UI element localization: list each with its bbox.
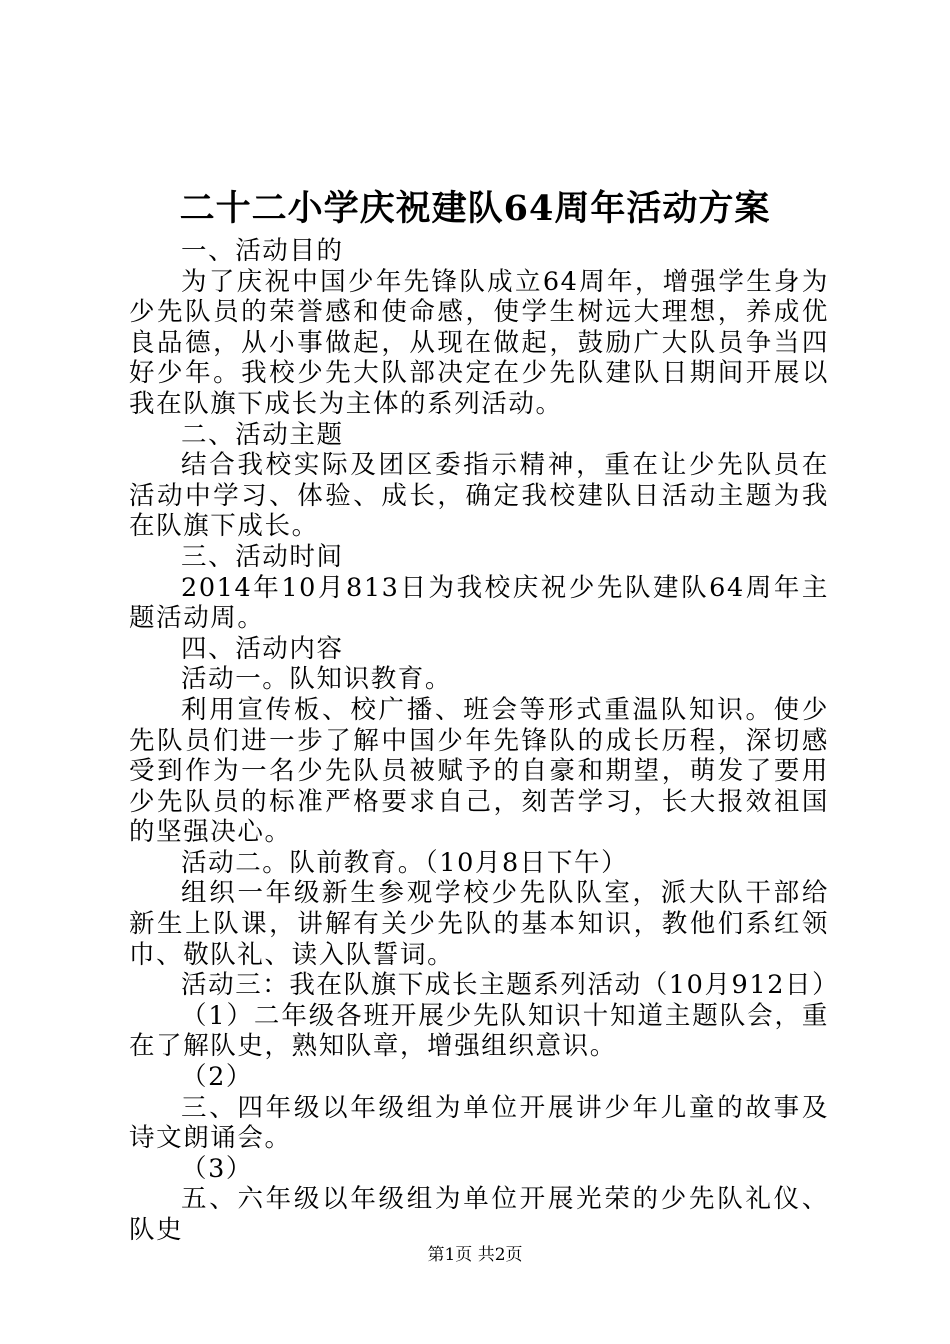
document-body bbox=[129, 236, 840, 1246]
paragraph-time: 2014年10月813日为我校庆祝少先队建队64周年主题活动周。 bbox=[129, 572, 829, 634]
section-heading-content: 四、活动内容 bbox=[181, 633, 344, 664]
document-title: 二十二小学庆祝建队64周年活动方案 bbox=[179, 188, 771, 229]
activity-three-heading: 活动三：我在队旗下成长主题系列活动（10月912日） bbox=[181, 970, 840, 1001]
section-heading-purpose: 一、活动目的 bbox=[181, 236, 344, 266]
paragraph-theme: 结合我校实际及团区委指示精神，重在让少先队员在活动中学习、体验、成长，确定我校建队日活动主题为我在队旗下成长。 bbox=[129, 450, 829, 542]
paragraph-item-1: （1）二年级各班开展少先队知识十知道主题队会，重在了解队史，熟知队章，增强组织意识。 bbox=[129, 1000, 829, 1062]
paragraph-item-2: 三、四年级以年级组为单位开展讲少年儿童的故事及诗文朗诵会。 bbox=[129, 1092, 829, 1154]
paragraph-purpose: 为了庆祝中国少年先锋队成立64周年，增强学生身为少先队员的荣誉感和使命感，使学生树远大理想，养成优良品德，从小事做起，从现在做起，鼓励广大队员争当四好少年。我校少先大队部决定在少先队建队日期间开展以我在队旗下成长为主体的系列活动。 bbox=[129, 266, 829, 419]
section-heading-theme: 二、活动主题 bbox=[181, 419, 344, 450]
item-marker-2: （2） bbox=[181, 1062, 254, 1093]
paragraph-activity-two: 组织一年级新生参观学校少先队队室，派大队干部给新生上队课，讲解有关少先队的基本知识，教他们系红领巾、敬队礼、读入队誓词。 bbox=[129, 878, 829, 970]
activity-two-heading: 活动二。队前教育。（10月8日下午） bbox=[181, 847, 629, 878]
paragraph-item-3: 五、六年级以年级组为单位开展光荣的少先队礼仪、队史 bbox=[129, 1184, 829, 1245]
item-marker-3: （3） bbox=[181, 1153, 254, 1184]
activity-one-heading: 活动一。队知识教育。 bbox=[181, 664, 453, 695]
paragraph-activity-one: 利用宣传板、校广播、班会等形式重温队知识。使少先队员们进一步了解中国少年先锋队的成长历程，深切感受到作为一名少先队员被赋予的自豪和期望，萌发了要用少先队员的标准严格要求自己，刻苦学习，长大报效祖国的坚强决心。 bbox=[129, 694, 829, 848]
section-heading-time: 三、活动时间 bbox=[181, 541, 344, 572]
page-number-footer: 第1页 共2页 bbox=[427, 1245, 523, 1265]
